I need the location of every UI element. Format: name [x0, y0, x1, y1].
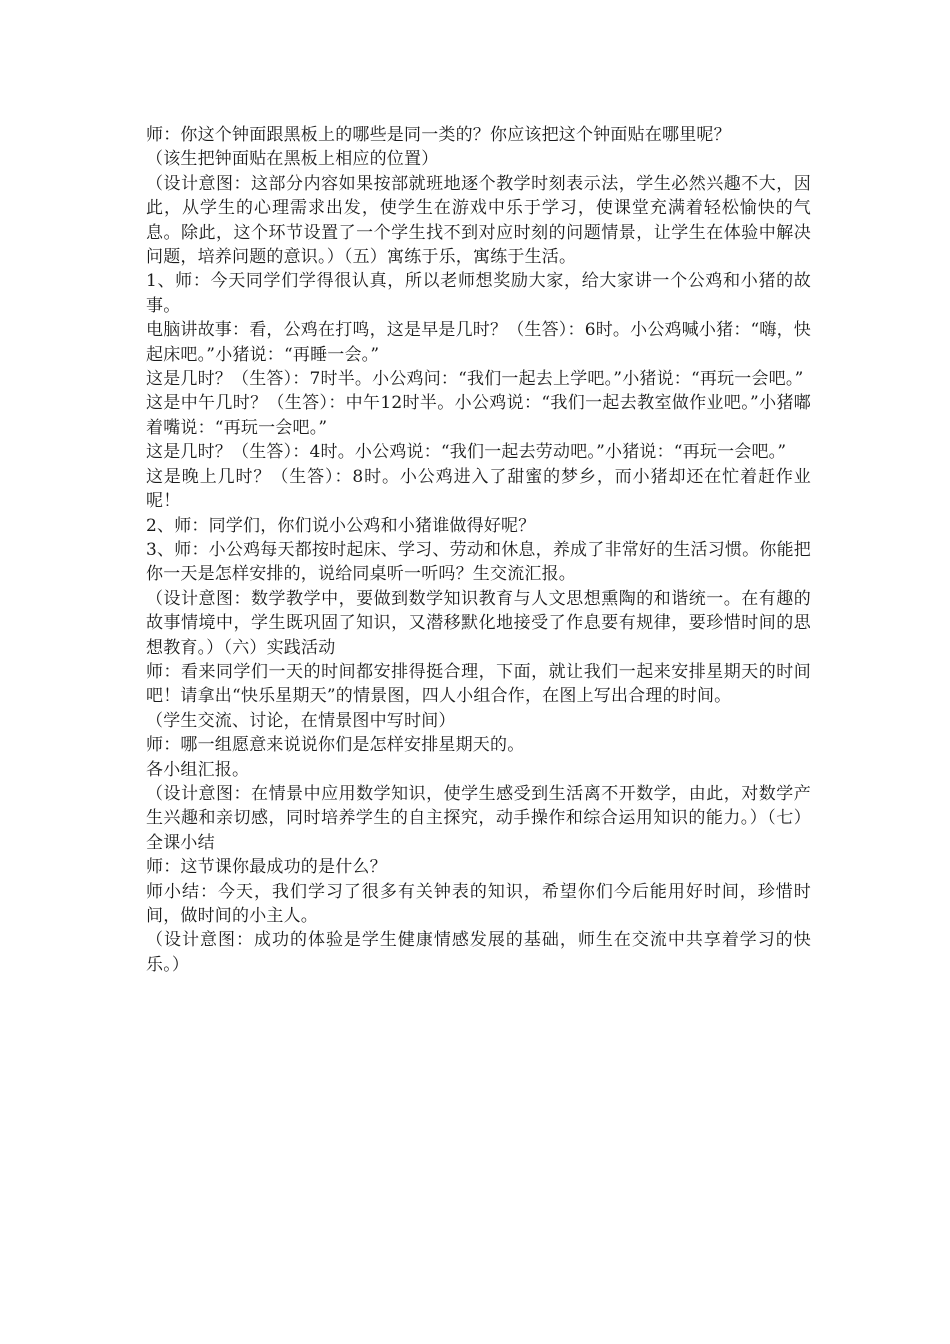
paragraph: 师：哪一组愿意来说说你们是怎样安排星期天的。	[146, 735, 525, 756]
paragraph: 这是几时？（生答）：4时。小公鸡说：“我们一起去劳动吧。”小猪说：“再玩一会吧。”	[146, 442, 787, 463]
paragraph: 师：你这个钟面跟黑板上的哪些是同一类的？你应该把这个钟面贴在哪里呢？	[146, 125, 731, 145]
document-body	[146, 123, 811, 977]
paragraph: 这是几时？（生答）：7时半。小公鸡问：“我们一起去上学吧。”小猪说：“再玩一会吧。”	[146, 369, 804, 390]
paragraph: （设计意图：这部分内容如果按部就班地逐个教学时刻表示法，学生必然兴趣不大，因此，从学生的心理需求出发，使学生在游戏中乐于学习，使课堂充满着轻松愉快的气息。除此，这个环节设置了一个学生找不到对应时刻的问题情景，让学生在体验中解决问题，培养问题的意识。）（五）寓练于乐，寓练于生活。	[146, 173, 811, 268]
paragraph: （设计意图：在情景中应用数学知识，使学生感受到生活离不开数学，由此，对数学产生兴趣和亲切感，同时培养学生的自主探究，动手操作和综合运用知识的能力。）（七）全课小结	[146, 783, 811, 853]
paragraph: 师：这节课你最成功的是什么？	[146, 857, 387, 878]
paragraph: （该生把钟面贴在黑板上相应的位置）	[146, 149, 439, 170]
paragraph: 师：看来同学们一天的时间都安排得挺合理，下面，就让我们一起来安排星期天的时间吧！请拿出“快乐星期天”的情景图，四人小组合作，在图上写出合理的时间。	[146, 661, 811, 707]
paragraph: 2、师：同学们，你们说小公鸡和小猪谁做得好呢？	[146, 515, 536, 536]
paragraph: 1、师：今天同学们学得很认真，所以老师想奖励大家，给大家讲一个公鸡和小猪的故事。	[146, 271, 811, 316]
paragraph: （设计意图：数学教学中，要做到数学知识教育与人文思想熏陶的和谐统一。在有趣的故事情境中，学生既巩固了知识，又潜移默化地接受了作息要有规律，要珍惜时间的思想教育。）（六）实践活动	[146, 588, 811, 658]
paragraph: 这是中午几时？（生答）：中午12时半。小公鸡说：“我们一起去教室做作业吧。”小猪嘟着嘴说：“再玩一会吧。”	[146, 393, 811, 438]
paragraph: 各小组汇报。	[146, 759, 250, 780]
paragraph: 师小结：今天，我们学习了很多有关钟表的知识，希望你们今后能用好时间，珍惜时间，做时间的小主人。	[146, 881, 811, 926]
paragraph: 这是晚上几时？（生答）：8时。小公鸡进入了甜蜜的梦乡，而小猪却还在忙着赶作业 呢！	[146, 466, 811, 512]
paragraph: 3、师：小公鸡每天都按时起床、学习、劳动和休息，养成了非常好的生活习惯。你能把你一天是怎样安排的，说给同桌听一听吗？生交流汇报。	[146, 539, 811, 585]
paragraph: （学生交流、讨论，在情景图中写时间）	[146, 710, 456, 731]
paragraph: （设计意图：成功的体验是学生健康情感发展的基础，师生在交流中共享着学习的快乐。）	[146, 930, 811, 975]
paragraph: 电脑讲故事：看，公鸡在打鸣，这是早是几时？（生答）：6时。小公鸡喊小猪：“嗨，快起床吧。”小猪说：“再睡一会。”	[146, 320, 812, 365]
